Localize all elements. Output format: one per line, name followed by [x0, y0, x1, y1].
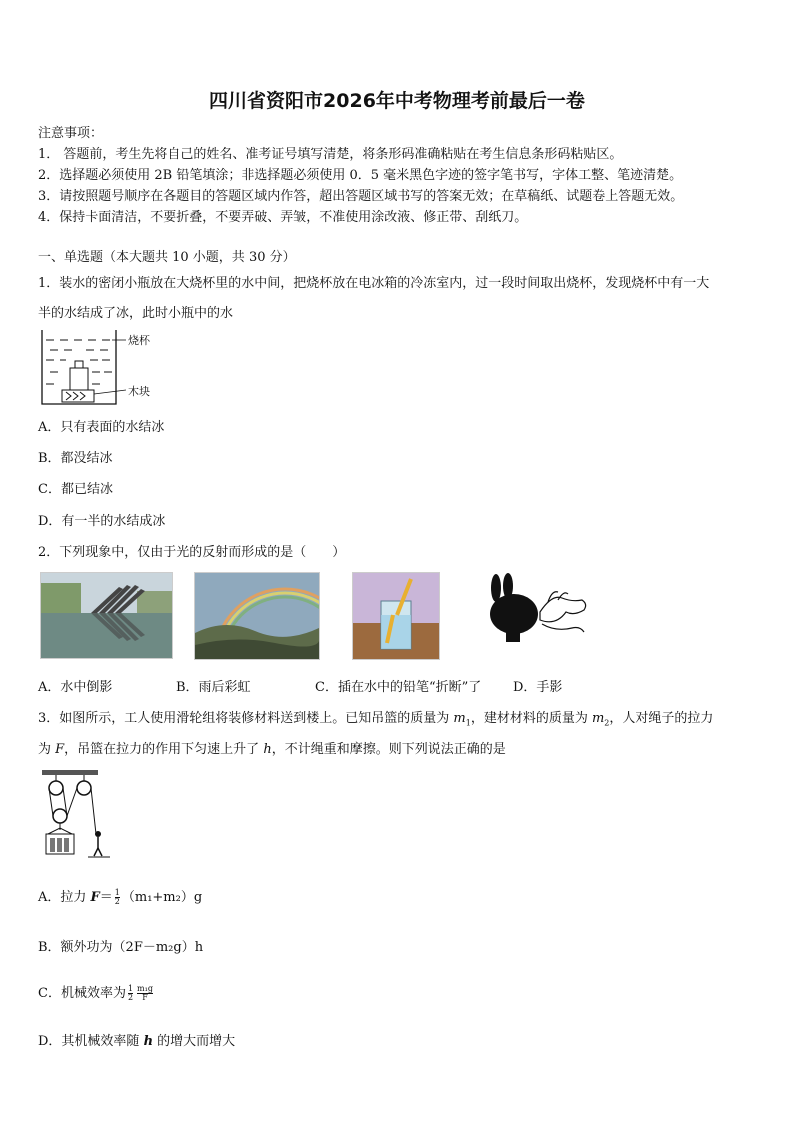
question-2-option-c: C．插在水中的铅笔“折断”了 [315, 680, 482, 695]
question-1-option-a: A．只有表面的水结冰 [38, 420, 165, 435]
one-half-fraction: $\frac{1}{2}$ [114, 888, 120, 906]
reflection-photo [40, 572, 173, 659]
one-half-fraction: $\frac{1}{2}$ [127, 984, 134, 1002]
page-title: 四川省资阳市2026年中考物理考前最后一卷 [209, 90, 585, 112]
pulley-system-figure [38, 768, 118, 860]
section-heading: 一、单选题（本大题共 10 小题，共 30 分） [38, 250, 296, 265]
question-1-option-c: C．都已结冰 [38, 482, 113, 497]
question-3-stem: 3．如图所示，工人使用滑轮组将装修材料送到楼上。已知吊篮的质量为 $m_1$，建材材料的质量为 $m_2$，人对绳子的拉力 [38, 711, 714, 728]
notice-item: 2．选择题必须使用 2B 铅笔填涂；非选择题必须使用 0．5 毫米黑色字迹的签字笔书写，字体工整、笔迹清楚。 [38, 168, 683, 183]
question-3-option-b: B．额外功为（2F－m₂g）h [38, 940, 204, 955]
wood-block-label: 木块 [128, 385, 150, 398]
pencil-in-water-photo [352, 572, 440, 660]
rainbow-photo [194, 572, 320, 660]
notice-item: 1． 答题前，考生先将自己的姓名、准考证号填写清楚，将条形码准确粘贴在考生信息条形码粘贴区。 [38, 147, 623, 162]
notice-item: 3．请按照题号顺序在各题目的答题区域内作答，超出答题区域书写的答案无效；在草稿纸、试题卷上答题无效。 [38, 189, 684, 204]
question-3-option-c: C．机械效率为 $\frac{1}{2}$ $\frac{\text{m₁g}}{F}$ [38, 984, 153, 1002]
question-3-option-d: D．其机械效率随 h 的增大而增大 [38, 1034, 236, 1049]
question-2-option-b: B．雨后彩虹 [176, 680, 251, 695]
question-1-stem-cont: 半的水结成了冰，此时小瓶中的水 [38, 306, 234, 321]
question-2-option-d: D．手影 [513, 680, 563, 695]
notice-heading: 注意事项： [38, 126, 104, 141]
question-3-option-a: A．拉力 F＝ $\frac{1}{2}$ （m₁+m₂）g [38, 888, 203, 906]
question-1-stem: 1．装水的密闭小瓶放在大烧杯里的水中间，把烧杯放在电冰箱的冷冻室内，过一段时间取出烧杯，发现烧杯中有一大 [38, 276, 710, 291]
question-1-option-d: D．有一半的水结成冰 [38, 514, 166, 529]
hand-shadow-figure [478, 572, 590, 647]
beaker-label: 烧杯 [128, 334, 150, 347]
question-2-option-a: A．水中倒影 [38, 680, 113, 695]
question-3-stem-cont: 为 F，吊篮在拉力的作用下匀速上升了 h，不计绳重和摩擦。则下列说法正确的是 [38, 742, 506, 757]
notice-item: 4．保持卡面清洁，不要折叠，不要弄破、弄皱，不准使用涂改液、修正带、刮纸刀。 [38, 210, 528, 225]
question-1-option-b: B．都没结冰 [38, 451, 113, 466]
beaker-figure [40, 328, 170, 408]
efficiency-fraction: $\frac{\text{m₁g}}{F}$ [137, 984, 153, 1002]
question-2-stem: 2．下列现象中，仅由于光的反射而形成的是（ ） [38, 545, 346, 560]
